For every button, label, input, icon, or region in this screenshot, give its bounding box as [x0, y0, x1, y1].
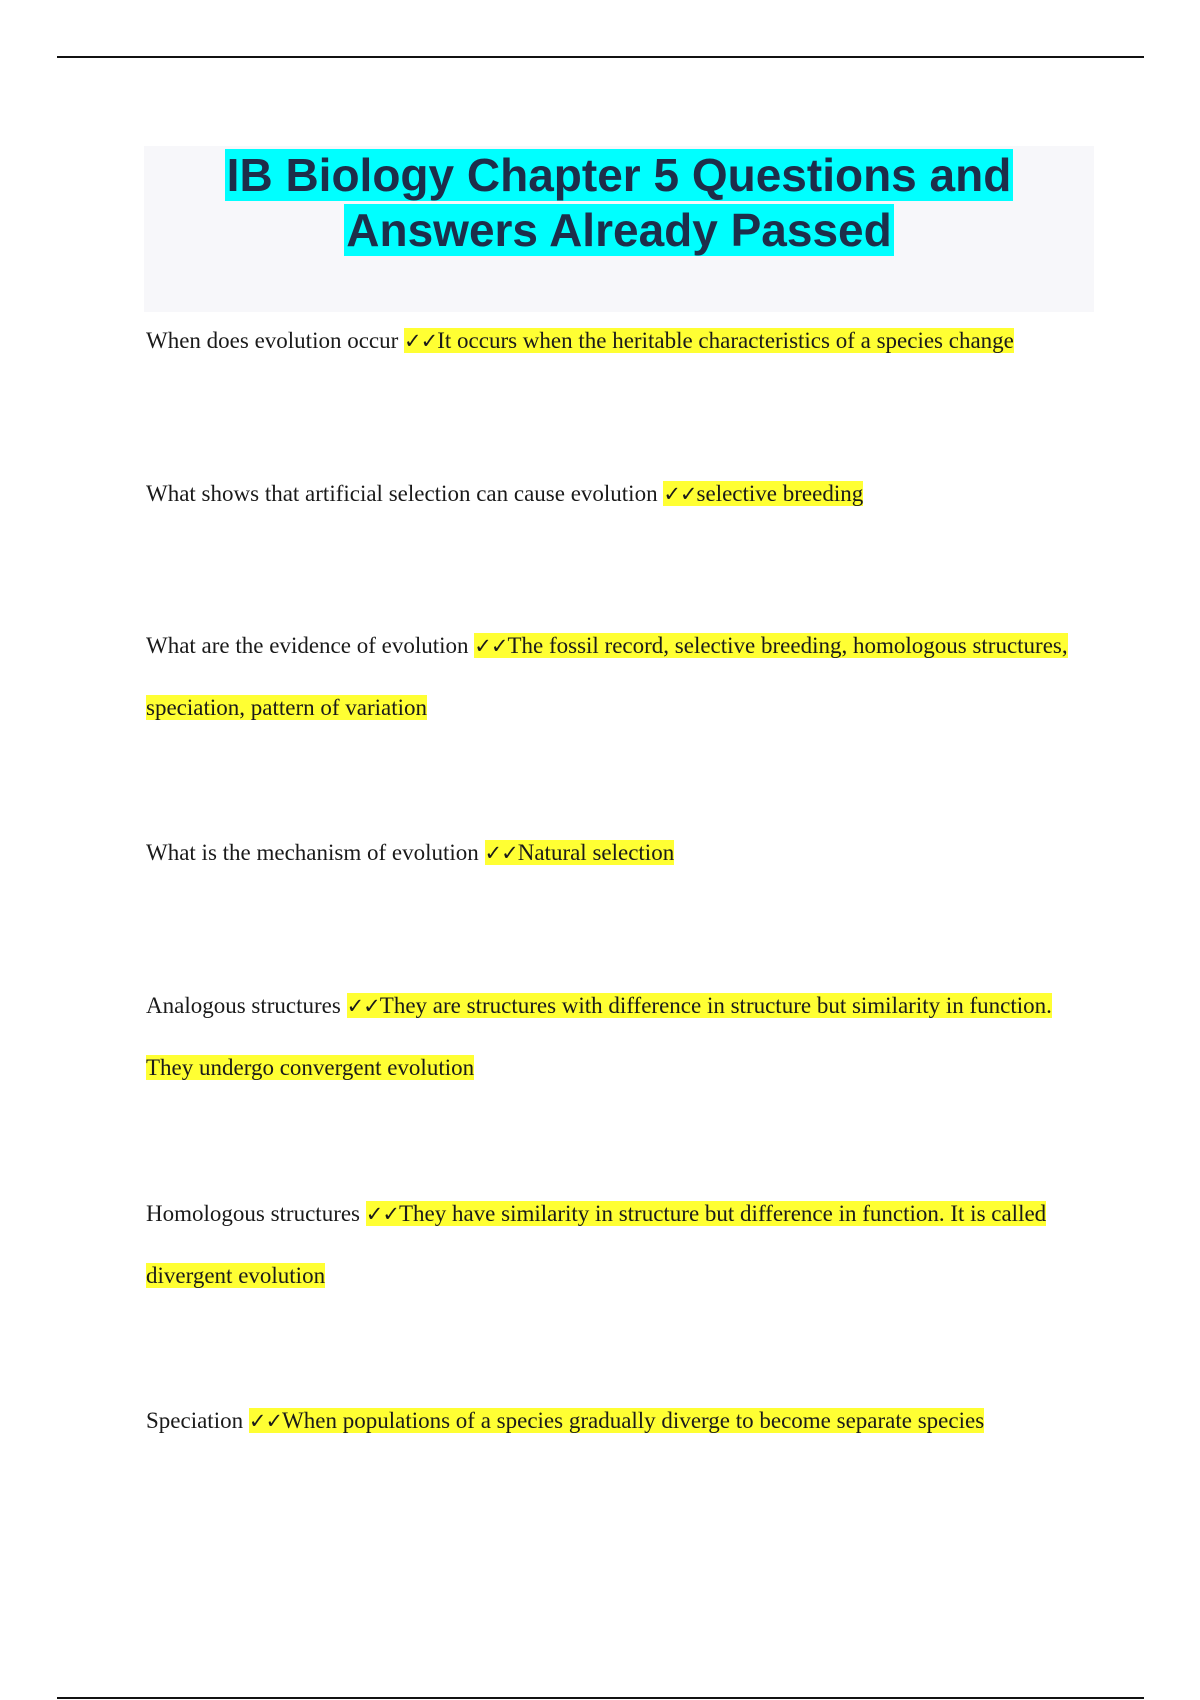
double-check-icon: ✓✓ — [484, 841, 518, 865]
qa-item-homologous-structures — [146, 1183, 1076, 1306]
answer-text: When populations of a species gradually diverge to become separate species — [282, 1408, 985, 1433]
title-banner — [144, 146, 1094, 312]
double-check-icon: ✓✓ — [346, 994, 380, 1018]
double-check-icon: ✓✓ — [404, 329, 438, 353]
answer-text: It occurs when the heritable characteristics of a species change — [437, 328, 1014, 353]
qa-item-mechanism-of-evolution — [146, 822, 1076, 884]
answer-text: They have similarity in structure but difference in function. It is called divergent evolution — [146, 1201, 1047, 1288]
qa-item-speciation — [146, 1390, 1076, 1452]
answer-text: The fossil record, selective breeding, homologous structures, speciation, pattern of variation — [146, 633, 1068, 720]
double-check-icon: ✓✓ — [365, 1202, 399, 1226]
answer-text: They are structures with difference in structure but similarity in function. They undergo convergent evolution — [146, 993, 1052, 1080]
answer-highlight — [404, 328, 1014, 353]
qa-item-analogous-structures — [146, 975, 1076, 1098]
question-text: When does evolution occur — [146, 328, 399, 353]
qa-item-evolution-occur — [146, 310, 1076, 372]
double-check-icon: ✓✓ — [474, 634, 508, 658]
document-title — [144, 148, 1094, 258]
question-text: Homologous structures — [146, 1201, 361, 1226]
question-text: What shows that artificial selection can cause evolution — [146, 481, 658, 506]
question-text: Speciation — [146, 1408, 244, 1433]
answer-highlight — [485, 840, 675, 865]
qa-item-evidence-of-evolution — [146, 615, 1076, 738]
header-rule — [57, 56, 1144, 58]
answer-highlight — [663, 481, 863, 506]
question-text: What are the evidence of evolution — [146, 633, 469, 658]
qa-item-artificial-selection — [146, 463, 1076, 525]
double-check-icon: ✓✓ — [663, 482, 697, 506]
answer-highlight — [249, 1408, 984, 1433]
double-check-icon: ✓✓ — [248, 1409, 283, 1433]
question-text: Analogous structures — [146, 993, 341, 1018]
title-line-2: Answers Already Passed — [346, 204, 892, 256]
question-text: What is the mechanism of evolution — [146, 840, 479, 865]
answer-text: Natural selection — [517, 840, 675, 865]
title-line-1: IB Biology Chapter 5 Questions and — [226, 149, 1012, 201]
answer-text: selective breeding — [696, 481, 864, 506]
footer-rule — [57, 1697, 1144, 1699]
